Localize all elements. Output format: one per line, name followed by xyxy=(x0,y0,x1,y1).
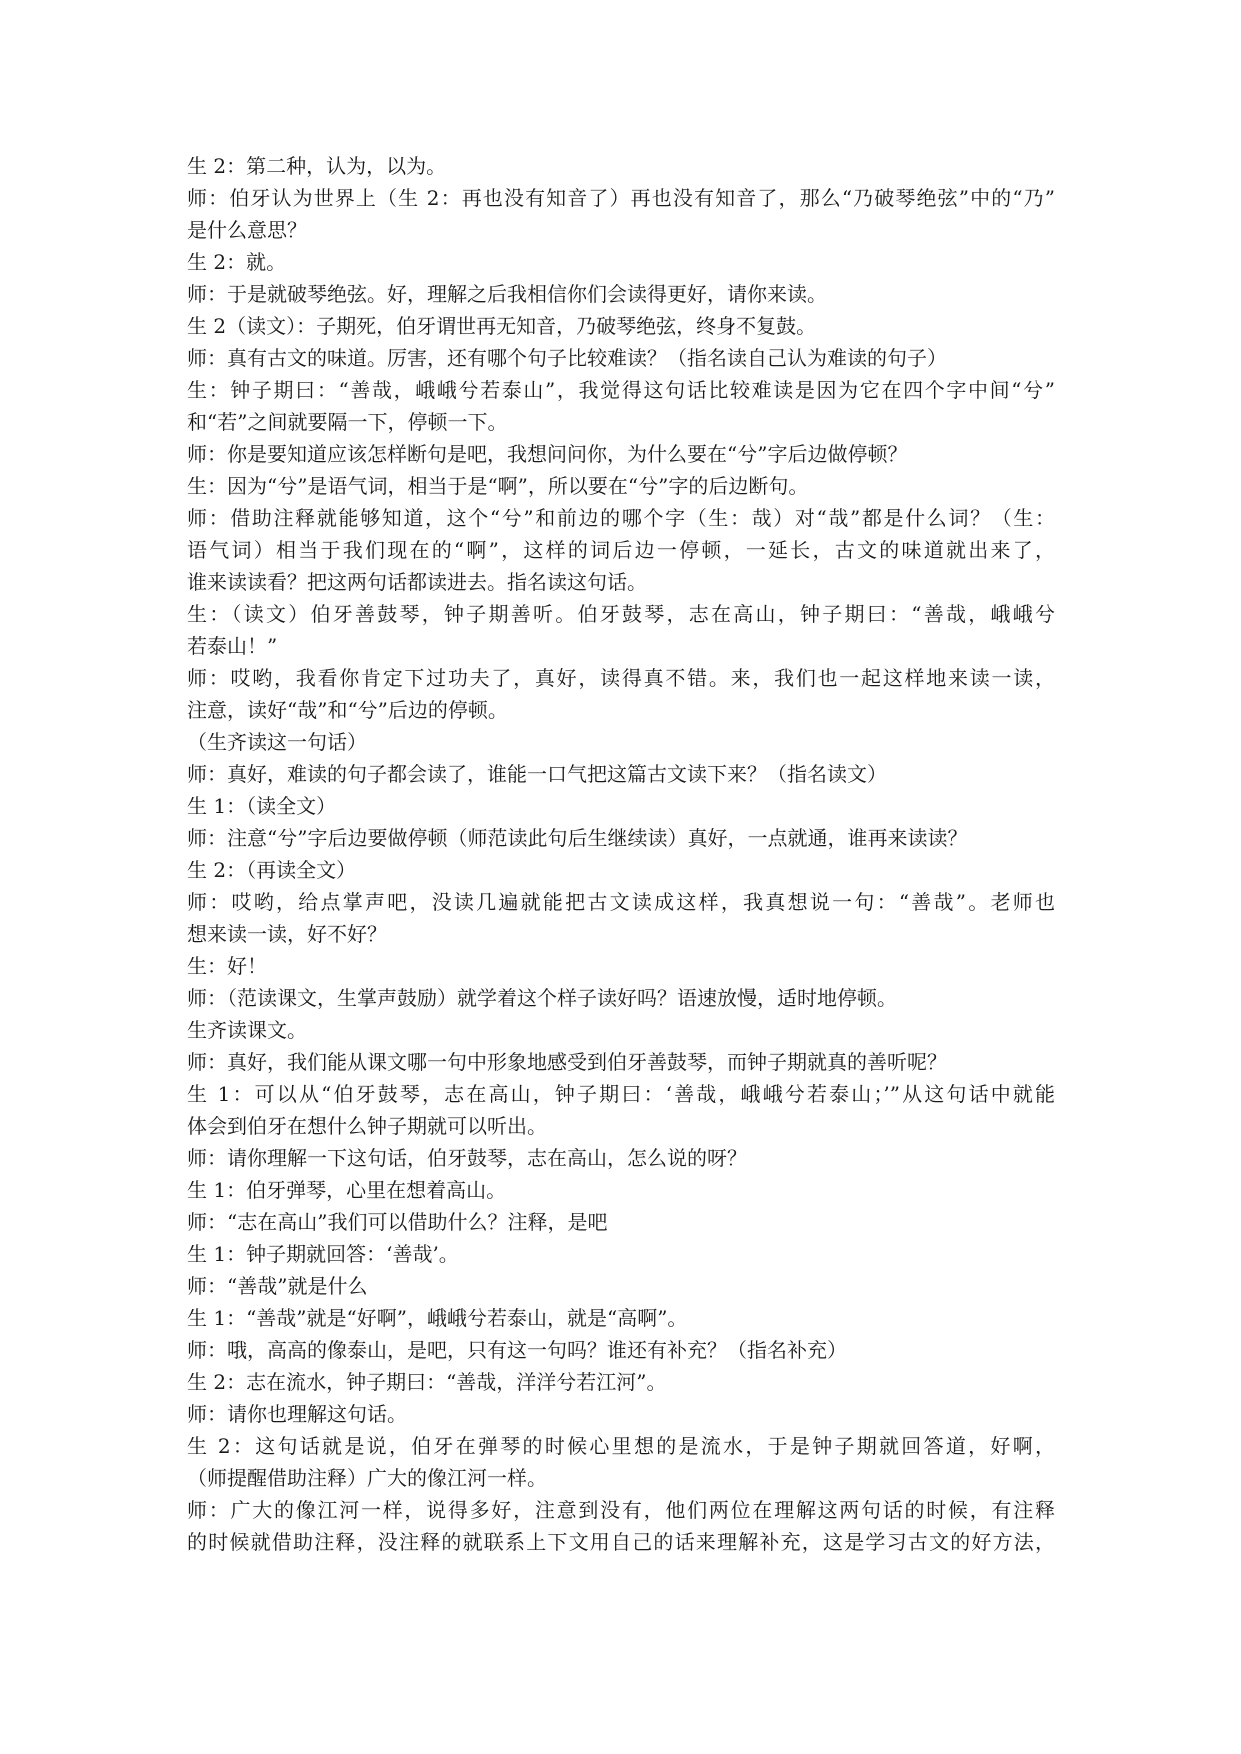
text-line: 生 2：就。 xyxy=(187,250,287,274)
text-line: 注意，读好“哉”和“兮”后边的停顿。 xyxy=(187,698,508,722)
text-line: 师：哎哟，给点掌声吧，没读几遍就能把古文读成这样，我真想说一句：“善哉”。老师也 xyxy=(187,890,1055,914)
text-line: 师：“志在高山”我们可以借助什么？注释，是吧 xyxy=(187,1210,608,1234)
text-line: 师：哎哟，我看你肯定下过功夫了，真好，读得真不错。来，我们也一起这样地来读一读， xyxy=(187,666,1055,690)
text-line: 和“若”之间就要隔一下，停顿一下。 xyxy=(187,410,508,434)
text-line: （生齐读这一句话） xyxy=(187,730,367,754)
text-line: 生 1：钟子期就回答：‘善哉’。 xyxy=(187,1242,459,1266)
text-line: 是什么意思？ xyxy=(187,218,307,242)
text-line: 师：真好，我们能从课文哪一句中形象地感受到伯牙善鼓琴，而钟子期就真的善听呢？ xyxy=(187,1050,947,1074)
text-line: 师：请你也理解这句话。 xyxy=(187,1402,407,1426)
text-line: 师：借助注释就能够知道，这个“兮”和前边的哪个字（生：哉）对“哉”都是什么词？（生： xyxy=(187,506,1055,530)
text-line: 想来读一读，好不好？ xyxy=(187,922,387,946)
text-line: 师：广大的像江河一样，说得多好，注意到没有，他们两位在理解这两句话的时候，有注释 xyxy=(187,1498,1055,1522)
text-line: 生 2：（再读全文） xyxy=(187,858,357,882)
text-line: 师：真好，难读的句子都会读了，谁能一口气把这篇古文读下来？（指名读文） xyxy=(187,762,887,786)
text-line: 语气词）相当于我们现在的“啊”，这样的词后边一停顿，一延长，古文的味道就出来了， xyxy=(187,538,1055,562)
text-line: 生 2：第二种，认为，以为。 xyxy=(187,154,447,178)
text-line: （师提醒借助注释）广大的像江河一样。 xyxy=(187,1466,547,1490)
text-line: 体会到伯牙在想什么钟子期就可以听出。 xyxy=(187,1114,547,1138)
text-line: 生 2（读文）：子期死，伯牙谓世再无知音，乃破琴绝弦，终身不复鼓。 xyxy=(187,314,817,338)
text-line: 谁来读读看？把这两句话都读进去。指名读这句话。 xyxy=(187,570,647,594)
text-line: 生：钟子期曰：“善哉，峨峨兮若泰山”，我觉得这句话比较难读是因为它在四个字中间“兮” xyxy=(187,378,1055,402)
text-line: 师：你是要知道应该怎样断句是吧，我想问问你，为什么要在“兮”字后边做停顿？ xyxy=(187,442,908,466)
text-line: 师：“善哉”就是什么 xyxy=(187,1274,368,1298)
text-line: 生齐读课文。 xyxy=(187,1018,307,1042)
document-body xyxy=(187,150,1055,1558)
text-line: 生 2：这句话就是说，伯牙在弹琴的时候心里想的是流水，于是钟子期就回答道，好啊， xyxy=(187,1434,1055,1458)
text-line: 生：因为“兮”是语气词，相当于是“啊”，所以要在“兮”字的后边断句。 xyxy=(187,474,809,498)
text-line: 师：注意“兮”字后边要做停顿（师范读此句后生继续读）真好，一点就通，谁再来读读？ xyxy=(187,826,968,850)
text-line: 生 1：伯牙弹琴，心里在想着高山。 xyxy=(187,1178,507,1202)
text-line: 的时候就借助注释，没注释的就联系上下文用自己的话来理解补充，这是学习古文的好方法， xyxy=(187,1530,1055,1554)
text-line: 生 2：志在流水，钟子期曰：“善哉，洋洋兮若江河”。 xyxy=(187,1370,667,1394)
text-line: 师：于是就破琴绝弦。好，理解之后我相信你们会读得更好，请你来读。 xyxy=(187,282,827,306)
text-line: 生 1：可以从“伯牙鼓琴，志在高山，钟子期曰：‘善哉，峨峨兮若泰山；’”从这句话中就能 xyxy=(187,1082,1055,1106)
text-line: 师：真有古文的味道。厉害，还有哪个句子比较难读？（指名读自己认为难读的句子） xyxy=(187,346,947,370)
text-line: 师：请你理解一下这句话，伯牙鼓琴，志在高山，怎么说的呀？ xyxy=(187,1146,747,1170)
text-line: 生：好！ xyxy=(187,954,267,978)
text-line: 生 1：（读全文） xyxy=(187,794,337,818)
text-line: 生：（读文）伯牙善鼓琴，钟子期善听。伯牙鼓琴，志在高山，钟子期曰：“善哉，峨峨兮 xyxy=(187,602,1055,626)
text-line: 生 1：“善哉”就是“好啊”，峨峨兮若泰山，就是“高啊”。 xyxy=(187,1306,688,1330)
text-line: 师：伯牙认为世界上（生 2：再也没有知音了）再也没有知音了，那么“乃破琴绝弦”中的“乃” xyxy=(187,186,1055,210)
text-line: 师：哦，高高的像泰山，是吧，只有这一句吗？谁还有补充？（指名补充） xyxy=(187,1338,847,1362)
text-line: 若泰山！” xyxy=(187,634,278,658)
text-line: 师：（范读课文，生掌声鼓励）就学着这个样子读好吗？语速放慢，适时地停顿。 xyxy=(187,986,897,1010)
